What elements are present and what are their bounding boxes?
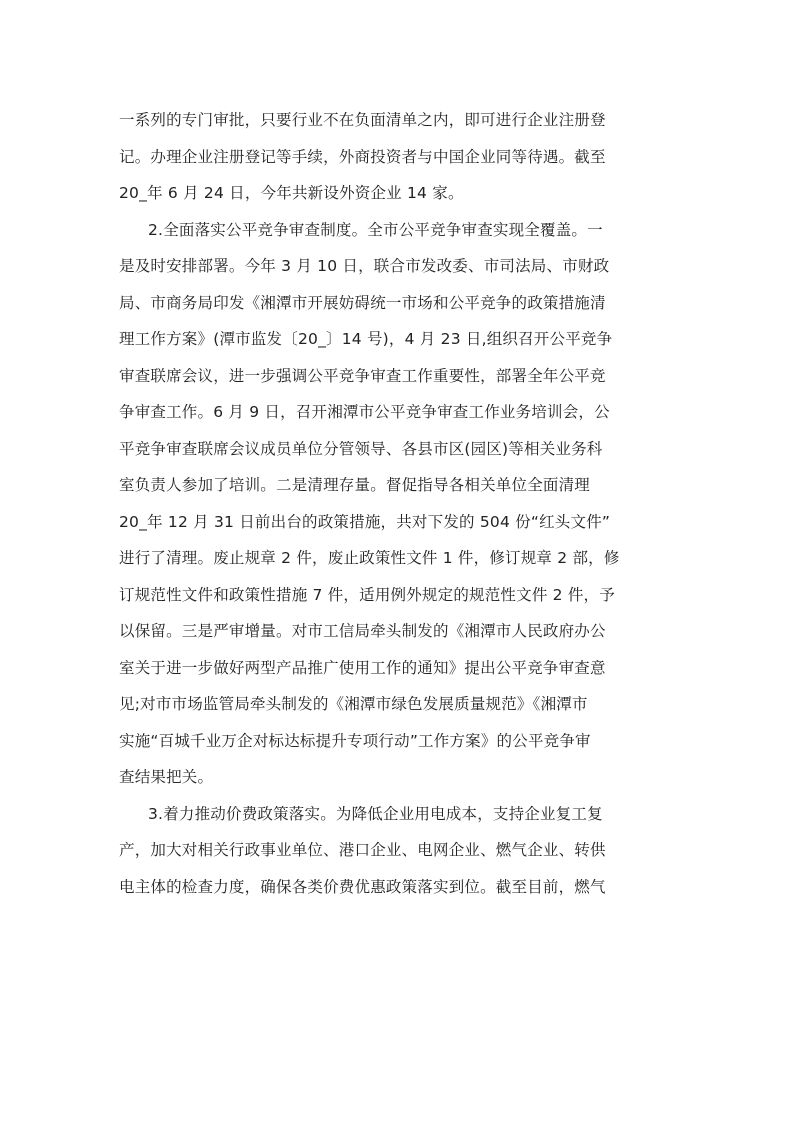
document-body [119, 102, 679, 905]
text-line: 理工作方案》(潭市监发〔20_〕14 号)，4 月 23 日,组织召开公平竞争 [119, 330, 613, 348]
text-line: 平竞争审查联席会议成员单位分管领导、各县市区(园区)等相关业务科 [119, 439, 603, 458]
text-line: 电主体的检查力度，确保各类价费优惠政策落实到位。截至目前，燃气 [119, 877, 606, 896]
text-line: 室关于进一步做好两型产品推广使用工作的通知》提出公平竞争审查意 [119, 658, 606, 677]
text-line: 查结果把关。 [119, 768, 214, 786]
text-line: 实施“百城千业万企对标达标提升专项行动”工作方案》的公平竞争审 [119, 731, 591, 750]
text-line: 是及时安排部署。今年 3 月 10 日，联合市发改委、市司法局、市财政 [119, 257, 610, 275]
text-line: 以保留。三是严审增量。对市工信局牵头制发的《湘潭市人民政府办公 [119, 622, 606, 640]
paragraph-first-line: 3.着力推动价费政策落实。为降低企业用电成本，支持企业复工复 [148, 804, 603, 823]
text-line: 产，加大对相关行政事业单位、港口企业、电网企业、燃气企业、转供 [119, 841, 606, 859]
text-line: 见;对市市场监管局牵头制发的《湘潭市绿色发展质量规范》《湘潭市 [119, 695, 588, 713]
text-line: 争审查工作。6 月 9 日，召开湘潭市公平竞争审查工作业务培训会，公 [119, 403, 610, 421]
text-line: 室负责人参加了培训。二是清理存量。督促指导各相关单位全面清理 [119, 476, 591, 494]
text-line: 订规范性文件和政策性措施 7 件，适用例外规定的规范性文件 2 件，予 [119, 585, 615, 604]
text-line: 记。办理企业注册登记等手续，外商投资者与中国企业同等待遇。截至 [119, 147, 606, 166]
text-line: 进行了清理。废止规章 2 件，废止政策性文件 1 件，修订规章 2 部，修 [119, 549, 620, 567]
text-line: 一系列的专门审批，只要行业不在负面清单之内，即可进行企业注册登 [119, 111, 606, 129]
text-line: 20_年 6 月 24 日，今年共新设外资企业 14 家。 [119, 184, 464, 202]
text-line: 审查联席会议，进一步强调公平竞争审查工作重要性，部署全年公平竞 [119, 366, 606, 385]
paragraph-first-line: 2.全面落实公平竞争审查制度。全市公平竞争审查实现全覆盖。一 [148, 220, 603, 239]
text-line: 局、市商务局印发《湘潭市开展妨碍统一市场和公平竞争的政策措施清 [119, 293, 606, 312]
text-line: 20_年 12 月 31 日前出台的政策措施，共对下发的 504 份“红头文件” [119, 512, 611, 531]
